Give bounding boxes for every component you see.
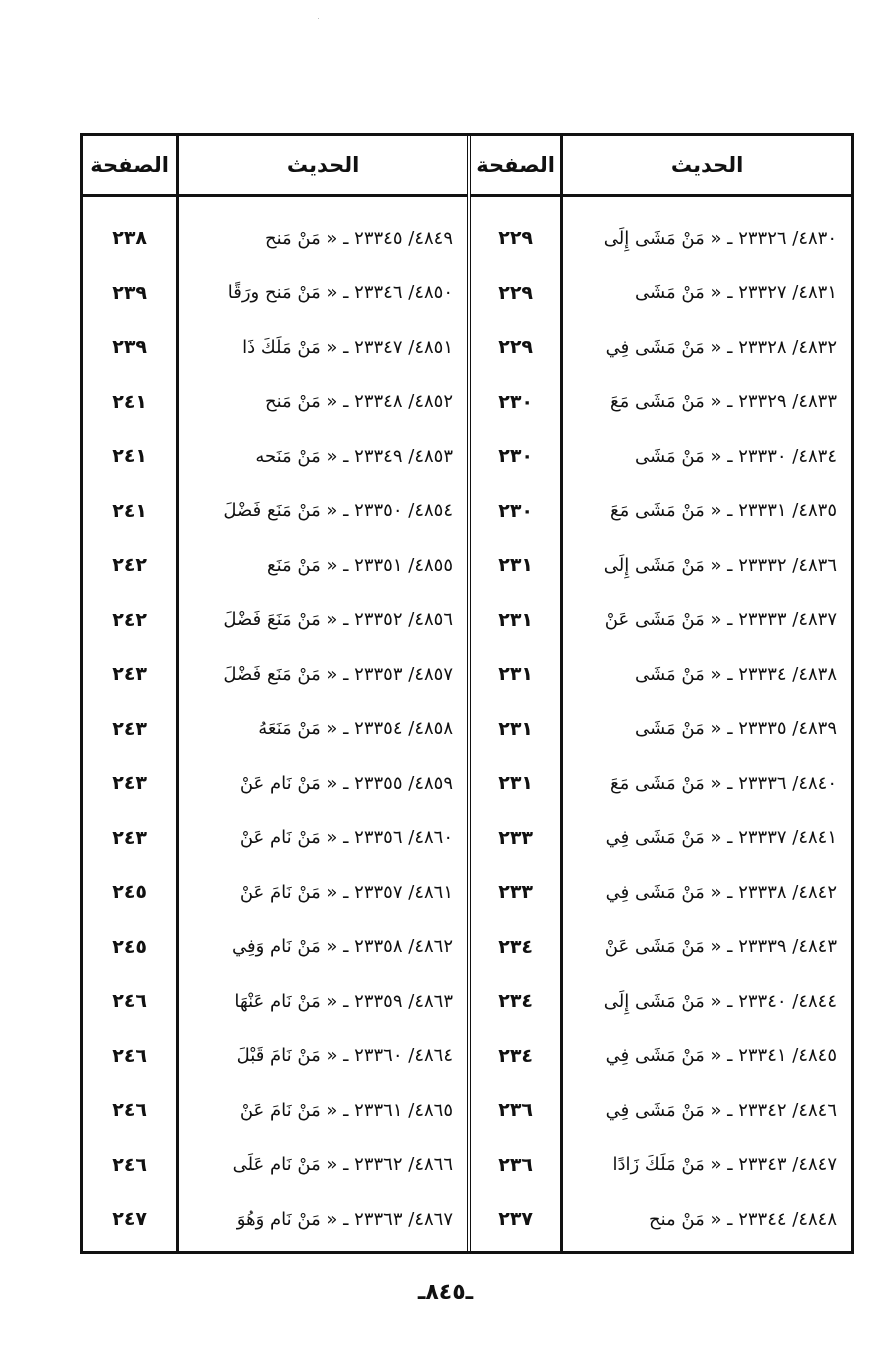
page-ref: ٢٣٦: [498, 1153, 534, 1176]
hadith-entry: ٤٨٥٤/ ٢٣٣٥٠ ـ « مَنْ مَنَع فَضْلَ: [223, 500, 453, 522]
page-number: ـ٨٤٥ـ: [417, 1280, 474, 1305]
page-ref: ٢٢٩: [498, 281, 534, 304]
page-ref: ٢٣١: [498, 608, 534, 631]
page-ref: ٢٣٩: [112, 336, 148, 359]
hadith-entry: ٤٨٣٤/ ٢٣٣٣٠ ـ « مَنْ مَشَى: [634, 445, 837, 467]
hadith-entry: ٤٨٥٢/ ٢٣٣٤٨ ـ « مَنْ مَنح: [264, 391, 453, 413]
hadith-entry: ٤٨٤٩/ ٢٣٣٤٥ ـ « مَنْ مَنح: [264, 227, 453, 249]
left-hadith-list: [179, 197, 467, 1247]
scan-speck: [318, 18, 319, 19]
left-page-column: [83, 136, 176, 1251]
hadith-entry: ٤٨٤٧/ ٢٣٣٤٣ ـ « مَنْ مَلَكَ زَادًا: [612, 1154, 837, 1176]
page-ref: ٢٣٤: [498, 990, 534, 1013]
page-ref: ٢٤١: [112, 499, 148, 522]
page-ref: ٢٤٣: [112, 663, 148, 686]
hadith-entry: ٤٨٣٩/ ٢٣٣٣٥ ـ « مَنْ مَشَى: [634, 718, 837, 740]
hadith-entry: ٤٨٤٢/ ٢٣٣٣٨ ـ « مَنْ مَشَى فِي: [605, 881, 837, 903]
hadith-entry: ٤٨٣٧/ ٢٣٣٣٣ ـ « مَنْ مَشَى عَنْ: [604, 609, 837, 631]
hadith-entry: ٤٨٤٣/ ٢٣٣٣٩ ـ « مَنْ مَشَى عَنْ: [604, 936, 837, 958]
page-ref: ٢٤٦: [112, 1099, 148, 1122]
page-ref: ٢٣٩: [112, 281, 148, 304]
page-ref: ٢٤٣: [112, 717, 148, 740]
hadith-entry: ٤٨٣٨/ ٢٣٣٣٤ ـ « مَنْ مَشَى: [634, 663, 837, 685]
right-hadith-list: [563, 197, 851, 1247]
hadith-entry: ٤٨٤٥/ ٢٣٣٤١ ـ « مَنْ مَشَى فِي: [605, 1045, 837, 1067]
hadith-entry: ٤٨٣٠/ ٢٣٣٢٦ ـ « مَنْ مَشَى إِلَى: [603, 227, 837, 249]
page-ref: ٢٣٤: [498, 1044, 534, 1067]
hadith-entry: ٤٨٦٢/ ٢٣٣٥٨ ـ « مَنْ نَام وَفِي: [231, 936, 453, 958]
page-ref: ٢٣١: [498, 554, 534, 577]
page-ref: ٢٤٢: [112, 608, 148, 631]
hadith-entry: ٤٨٥٥/ ٢٣٣٥١ ـ « مَنْ مَنَع: [267, 554, 453, 576]
page-ref: ٢٢٩: [498, 336, 534, 359]
page-ref: ٢٤٦: [112, 1044, 148, 1067]
hadith-entry: ٤٨٤١/ ٢٣٣٣٧ ـ « مَنْ مَشَى فِي: [605, 827, 837, 849]
page-ref: ٢٤٥: [112, 935, 148, 958]
hadith-entry: ٤٨٥٣/ ٢٣٣٤٩ ـ « مَنْ مَنَحه: [255, 445, 453, 467]
page-ref: ٢٣٣: [498, 826, 534, 849]
page-ref: ٢٣٠: [498, 499, 534, 522]
hadith-entry: ٤٨٦٠/ ٢٣٣٥٦ ـ « مَنْ نَام عَنْ: [239, 827, 453, 849]
right-hadith-header: الحديث: [563, 136, 851, 197]
hadith-entry: ٤٨٥٠/ ٢٣٣٤٦ ـ « مَنْ مَنح ورَقًا: [227, 282, 453, 304]
right-page-list: [471, 197, 560, 1247]
hadith-entry: ٤٨٦٤/ ٢٣٣٦٠ ـ « مَنْ نَامَ قَبْلَ: [236, 1045, 453, 1067]
page-ref: ٢٤٥: [112, 881, 148, 904]
page-ref: ٢٣٨: [112, 227, 148, 250]
page-ref: ٢٤١: [112, 445, 148, 468]
page-ref: ٢٣١: [498, 772, 534, 795]
right-page-header: الصفحة: [471, 136, 560, 197]
page-ref: ٢٣٦: [498, 1099, 534, 1122]
hadith-entry: ٤٨٥٧/ ٢٣٣٥٣ ـ « مَنْ مَنَع فَضْلَ: [223, 663, 453, 685]
hadith-entry: ٤٨٤٠/ ٢٣٣٣٦ ـ « مَنْ مَشَى مَعَ: [610, 772, 837, 794]
page-ref: ٢٣١: [498, 717, 534, 740]
page-ref: ٢٤٧: [112, 1208, 148, 1231]
hadith-entry: ٤٨٥٩/ ٢٣٣٥٥ ـ « مَنْ نَام عَنْ: [239, 772, 453, 794]
left-hadith-header: الحديث: [179, 136, 467, 197]
hadith-entry: ٤٨٥٦/ ٢٣٣٥٢ ـ « مَنْ مَنَعَ فَضْلَ: [223, 609, 453, 631]
hadith-entry: ٤٨٣٣/ ٢٣٣٢٩ ـ « مَنْ مَشَى مَعَ: [610, 391, 837, 413]
hadith-entry: ٤٨٣٢/ ٢٣٣٢٨ ـ « مَنْ مَشَى فِي: [605, 336, 837, 358]
hadith-entry: ٤٨٣٥/ ٢٣٣٣١ ـ « مَنْ مَشَى مَعَ: [610, 500, 837, 522]
page-ref: ٢٢٩: [498, 227, 534, 250]
hadith-entry: ٤٨٥٨/ ٢٣٣٥٤ ـ « مَنْ مَنَعَهُ: [258, 718, 453, 740]
hadith-entry: ٤٨٥١/ ٢٣٣٤٧ ـ « مَنْ مَلَكَ ذَا: [242, 336, 453, 358]
left-page-header: الصفحة: [83, 136, 176, 197]
page-ref: ٢٤٣: [112, 826, 148, 849]
hadith-entry: ٤٨٣١/ ٢٣٣٢٧ ـ « مَنْ مَشَى: [634, 282, 837, 304]
right-hadith-column: [560, 136, 851, 1251]
page-ref: ٢٣٤: [498, 935, 534, 958]
hadith-entry: ٤٨٦٦/ ٢٣٣٦٢ ـ « مَنْ نَام عَلَى: [232, 1154, 453, 1176]
left-hadith-column: [176, 136, 467, 1251]
hadith-entry: ٤٨٤٤/ ٢٣٣٤٠ ـ « مَنْ مَشَى إِلَى: [603, 990, 837, 1012]
hadith-entry: ٤٨٦٣/ ٢٣٣٥٩ ـ « مَنْ نَام عَنْهَا: [234, 990, 453, 1012]
page-ref: ٢٤٦: [112, 1153, 148, 1176]
hadith-index-table: [80, 133, 854, 1254]
hadith-entry: ٤٨٤٦/ ٢٣٣٤٢ ـ « مَنْ مَشَى فِي: [605, 1099, 837, 1121]
page-ref: ٢٤٢: [112, 554, 148, 577]
hadith-entry: ٤٨٣٦/ ٢٣٣٣٢ ـ « مَنْ مَشَى إِلَى: [603, 554, 837, 576]
page-ref: ٢٣٧: [498, 1208, 534, 1231]
page-ref: ٢٤٦: [112, 990, 148, 1013]
hadith-entry: ٤٨٤٨/ ٢٣٣٤٤ ـ « مَنْ منح: [648, 1208, 837, 1230]
left-page-list: [83, 197, 176, 1247]
page-ref: ٢٣١: [498, 663, 534, 686]
right-page-column: [467, 136, 560, 1251]
page-ref: ٢٣٣: [498, 881, 534, 904]
page-ref: ٢٣٠: [498, 390, 534, 413]
page-ref: ٢٤٣: [112, 772, 148, 795]
hadith-entry: ٤٨٦٧/ ٢٣٣٦٣ ـ « مَنْ نَام وَهُوَ: [236, 1208, 453, 1230]
page-ref: ٢٤١: [112, 390, 148, 413]
page-ref: ٢٣٠: [498, 445, 534, 468]
hadith-entry: ٤٨٦١/ ٢٣٣٥٧ ـ « مَنْ نَامَ عَنْ: [239, 881, 453, 903]
hadith-entry: ٤٨٦٥/ ٢٣٣٦١ ـ « مَنْ نَامَ عَنْ: [239, 1099, 453, 1121]
